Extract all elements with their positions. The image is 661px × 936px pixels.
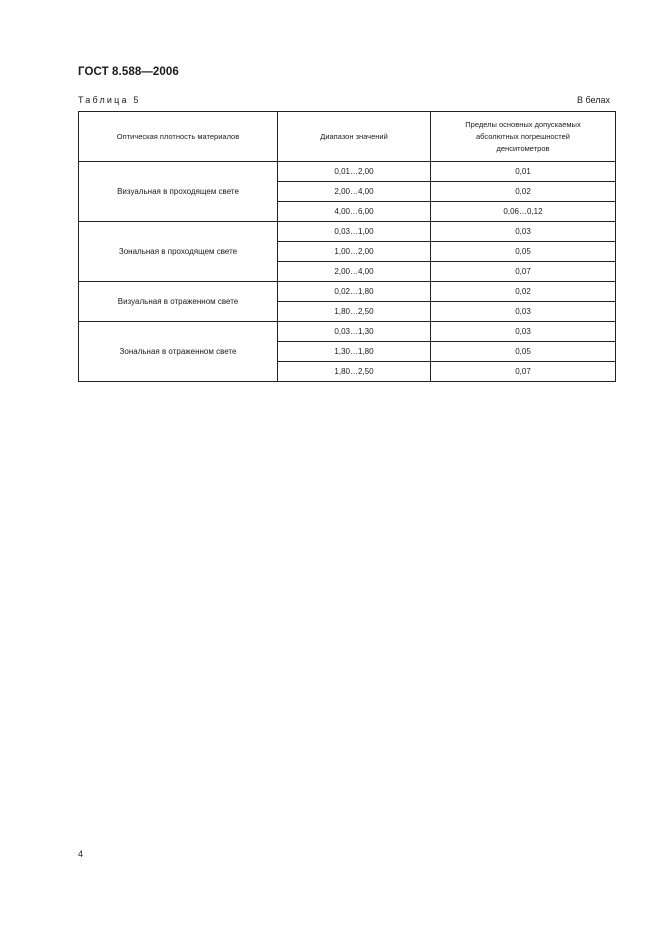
material-group-cell: Зональная в проходящем свете xyxy=(79,222,278,282)
table-body xyxy=(79,162,616,382)
table-row xyxy=(79,282,616,302)
error-limit-cell: 0,05 xyxy=(431,242,616,262)
table-row xyxy=(79,322,616,342)
density-error-table xyxy=(78,111,616,382)
range-cell: 4,00…6,00 xyxy=(278,202,431,222)
material-group-cell: Зональная в отраженном свете xyxy=(79,322,278,382)
error-limit-cell: 0,03 xyxy=(431,322,616,342)
range-cell: 2,00…4,00 xyxy=(278,182,431,202)
table-row xyxy=(79,162,616,182)
document-header: ГОСТ 8.588—2006 xyxy=(78,66,179,78)
range-cell: 0,03…1,30 xyxy=(278,322,431,342)
error-limit-cell: 0,07 xyxy=(431,262,616,282)
range-cell: 1,80…2,50 xyxy=(278,302,431,322)
error-limit-cell: 0,03 xyxy=(431,302,616,322)
error-limit-cell: 0,02 xyxy=(431,282,616,302)
error-limit-cell: 0,07 xyxy=(431,362,616,382)
error-limit-cell: 0,06…0,12 xyxy=(431,202,616,222)
material-group-cell: Визуальная в проходящем свете xyxy=(79,162,278,222)
range-cell: 1,00…2,00 xyxy=(278,242,431,262)
table-caption-row xyxy=(78,95,610,107)
table-caption: Таблица 5 xyxy=(78,95,141,105)
column-header-range: Диапазон значений xyxy=(278,112,431,162)
range-cell: 1,30…1,80 xyxy=(278,342,431,362)
material-group-cell: Визуальная в отраженном свете xyxy=(79,282,278,322)
range-cell: 2,00…4,00 xyxy=(278,262,431,282)
range-cell: 0,03…1,00 xyxy=(278,222,431,242)
range-cell: 0,01…2,00 xyxy=(278,162,431,182)
column-header-material: Оптическая плотность материалов xyxy=(79,112,278,162)
error-limit-cell: 0,01 xyxy=(431,162,616,182)
range-cell: 1,80…2,50 xyxy=(278,362,431,382)
table-row xyxy=(79,222,616,242)
error-limit-cell: 0,02 xyxy=(431,182,616,202)
error-limit-cell: 0,03 xyxy=(431,222,616,242)
column-header-error-limits: Пределы основных допускаемых абсолютных погрешностей денситометров xyxy=(431,112,616,162)
range-cell: 0,02…1,80 xyxy=(278,282,431,302)
table-header-row xyxy=(79,112,616,162)
table-units: В белах xyxy=(576,95,610,105)
page-number: 4 xyxy=(78,849,84,859)
error-limit-cell: 0,05 xyxy=(431,342,616,362)
